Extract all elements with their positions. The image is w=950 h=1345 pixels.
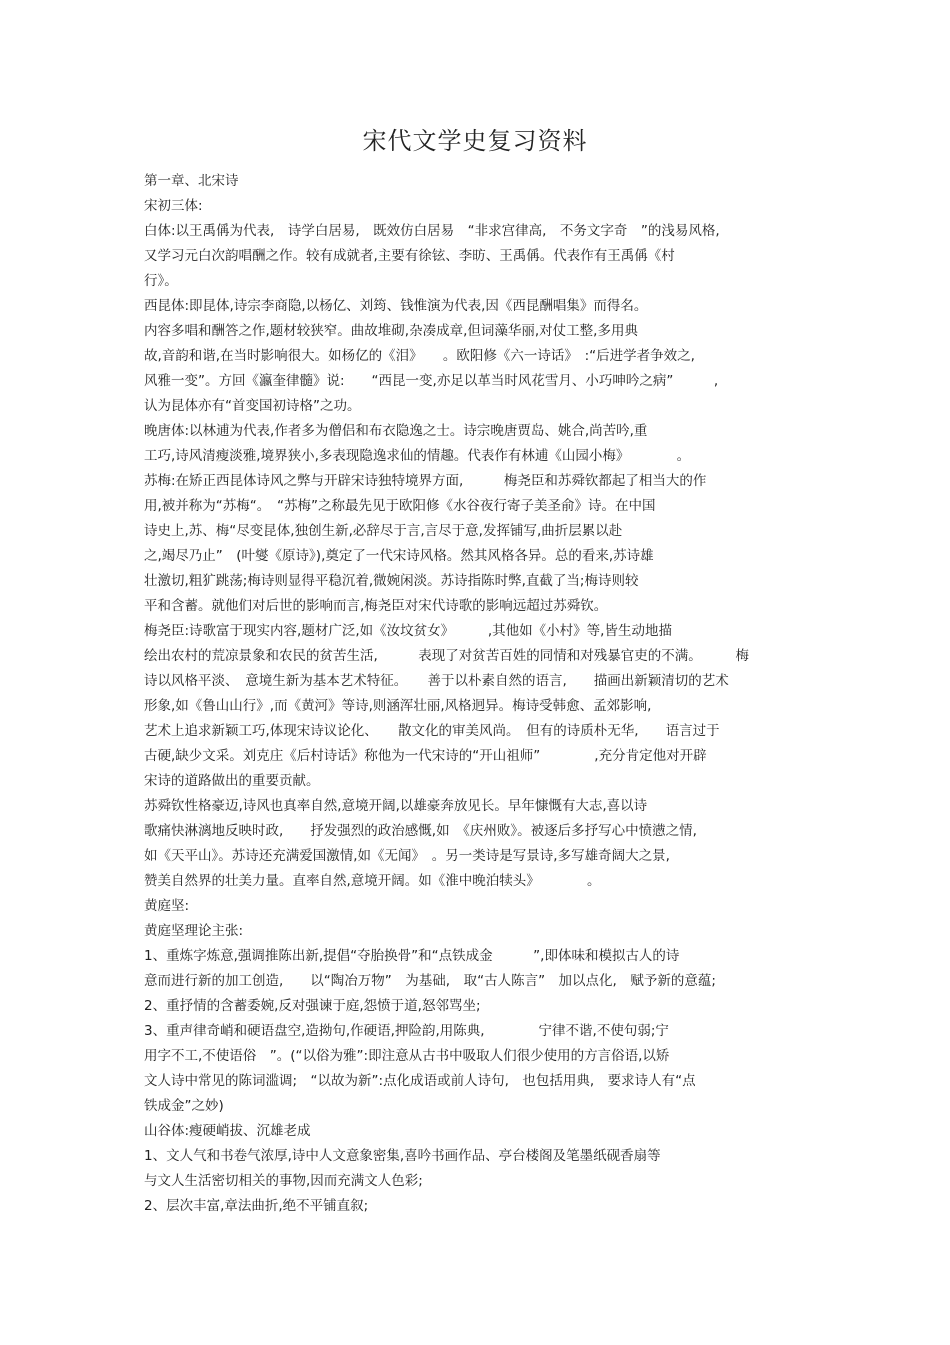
list-item: 2、层次丰富,章法曲折,绝不平铺直叙; xyxy=(144,1198,369,1214)
text-line: 用,被并称为“苏梅“。 “苏梅”之称最先见于欧阳修《水谷夜行寄子美圣俞》诗。在中国 xyxy=(144,498,656,514)
list-item: 1、重炼字炼意,强调推陈出新,提倡“夺胎换骨”和“点铁成金 ”,即体味和模拟古人的诗 xyxy=(144,948,680,964)
section-heading: 山谷体:瘦硬峭拔、沉雄老成 xyxy=(144,1123,311,1139)
text-line: 如《天平山》。苏诗还充满爱国激情,如《无闻》 。另一类诗是写景诗,多写雄奇阔大之景, xyxy=(144,848,670,864)
chapter-heading: 第一章、北宋诗 xyxy=(144,173,239,189)
text-line: 平和含蓄。就他们对后世的影响而言,梅尧臣对宋代诗歌的影响远超过苏舜钦。 xyxy=(144,598,608,614)
text-line: 意而进行新的加工创造, 以“陶冶万物” 为基础, 取“古人陈言” 加以点化, 赋予新的意蕴; xyxy=(144,973,716,989)
text-line: 白体:以王禹偁为代表, 诗学白居易, 既效仿白居易 “非求宫律高, 不务文字奇 ”的浅易风格, xyxy=(144,223,720,239)
text-line: 歌痛快淋漓地反映时政, 抒发强烈的政治感慨,如 《庆州败》。被逐后多抒写心中愤懑之情, xyxy=(144,823,697,839)
text-line: 行》。 xyxy=(144,273,178,289)
text-line: 宋诗的道路做出的重要贡献。 xyxy=(144,773,320,789)
text-line: 风雅一变”。方回《瀛奎律髓》说: “西昆一变,亦足以革当时风花雪月、小巧呻吟之病” , xyxy=(144,373,719,389)
list-item: 2、重抒情的含蓄委婉,反对强谏于庭,怨愤于道,怒邻骂坐; xyxy=(144,998,481,1014)
section-heading: 宋初三体: xyxy=(144,198,203,214)
text-line: 用字不工,不使语俗 ”。(“以俗为雅”:即注意从古书中吸取人们很少使用的方言俗语,以矫 xyxy=(144,1048,670,1064)
text-line: 故,音韵和谐,在当时影响很大。如杨亿的《泪》 。欧阳修《六一诗话》 :“后进学者争效之, xyxy=(144,348,695,364)
text-line: 梅尧臣:诗歌富于现实内容,题材广泛,如《汝坟贫女》 ,其他如《小村》等,皆生动地描 xyxy=(144,623,672,639)
text-line: 诗以风格平淡、 意境生新为基本艺术特征。 善于以朴素自然的语言, 描画出新颖清切的艺术 xyxy=(144,673,729,689)
text-line: 艺术上追求新颖工巧,体现宋诗议论化、 散文化的审美风尚。 但有的诗质朴无华, 语言过于 xyxy=(144,723,720,739)
text-line: 又学习元白次韵唱酬之作。较有成就者,主要有徐铉、李昉、王禹偁。代表作有王禹偁《村 xyxy=(144,248,675,264)
text-line: 工巧,诗风清瘦淡雅,境界狭小,多表现隐逸求仙的情趣。代表作有林逋《山园小梅》 。 xyxy=(144,448,691,464)
text-line: 形象,如《鲁山山行》,而《黄河》等诗,则涵浑壮丽,风格迥异。梅诗受韩愈、孟郊影响, xyxy=(144,698,652,714)
text-line: 苏梅:在矫正西昆体诗风之弊与开辟宋诗独特境界方面, 梅尧臣和苏舜钦都起了相当大的作 xyxy=(144,473,707,489)
text-line: 古硬,缺少文采。刘克庄《后村诗话》称他为一代宋诗的“开山祖师” ,充分肯定他对开辟 xyxy=(144,748,707,764)
text-line: 西昆体:即昆体,诗宗李商隐,以杨亿、刘筠、钱惟演为代表,因《西昆酬唱集》而得名。 xyxy=(144,298,648,314)
text-line: 诗史上,苏、梅“尽变昆体,独创生新,必辞尽于言,言尽于意,发挥铺写,曲折层累以赴 xyxy=(144,523,623,539)
text-line: 之,竭尽乃止” (叶燮《原诗》),奠定了一代宋诗风格。然其风格各异。总的看来,苏诗雄 xyxy=(144,548,654,564)
text-line: 文人诗中常见的陈词滥调; “以故为新”:点化成语或前人诗句, 也包括用典, 要求诗人有“点 xyxy=(144,1073,696,1089)
list-item: 3、重声律奇峭和硬语盘空,造拗句,作硬语,押险韵,用陈典, 宁律不谐,不使句弱;宁 xyxy=(144,1023,669,1039)
page-title: 宋代文学史复习资料 xyxy=(362,127,588,155)
text-line: 与文人生活密切相关的事物,因而充满文人色彩; xyxy=(144,1173,423,1189)
text-line: 壮激切,粗犷跳荡;梅诗则显得平稳沉着,微婉闲淡。苏诗指陈时弊,直截了当;梅诗则较 xyxy=(144,573,639,589)
text-line: 绘出农村的荒凉景象和农民的贫苦生活, 表现了对贫苦百姓的同情和对残暴官吏的不满。 梅 xyxy=(144,648,750,664)
text-line: 苏舜钦性格豪迈,诗风也真率自然,意境开阔,以雄豪奔放见长。早年慷慨有大志,喜以诗 xyxy=(144,798,648,814)
text-line: 晚唐体:以林逋为代表,作者多为僧侣和布衣隐逸之士。诗宗晚唐贾岛、姚合,尚苦吟,重 xyxy=(144,423,648,439)
text-line: 赞美自然界的壮美力量。直率自然,意境开阔。如《淮中晚泊犊头》 。 xyxy=(144,873,601,889)
section-heading: 黄庭坚理论主张: xyxy=(144,923,244,939)
list-item: 1、文人气和书卷气浓厚,诗中人文意象密集,喜吟书画作品、亭台楼阁及笔墨纸砚香扇等 xyxy=(144,1148,661,1164)
section-heading: 黄庭坚: xyxy=(144,898,190,914)
text-line: 铁成金”之妙) xyxy=(144,1098,224,1114)
text-line: 内容多唱和酬答之作,题材较狭窄。曲故堆砌,杂凑成章,但词藻华丽,对仗工整,多用典 xyxy=(144,323,638,339)
text-line: 认为昆体亦有“首变国初诗格”之功。 xyxy=(144,398,361,414)
